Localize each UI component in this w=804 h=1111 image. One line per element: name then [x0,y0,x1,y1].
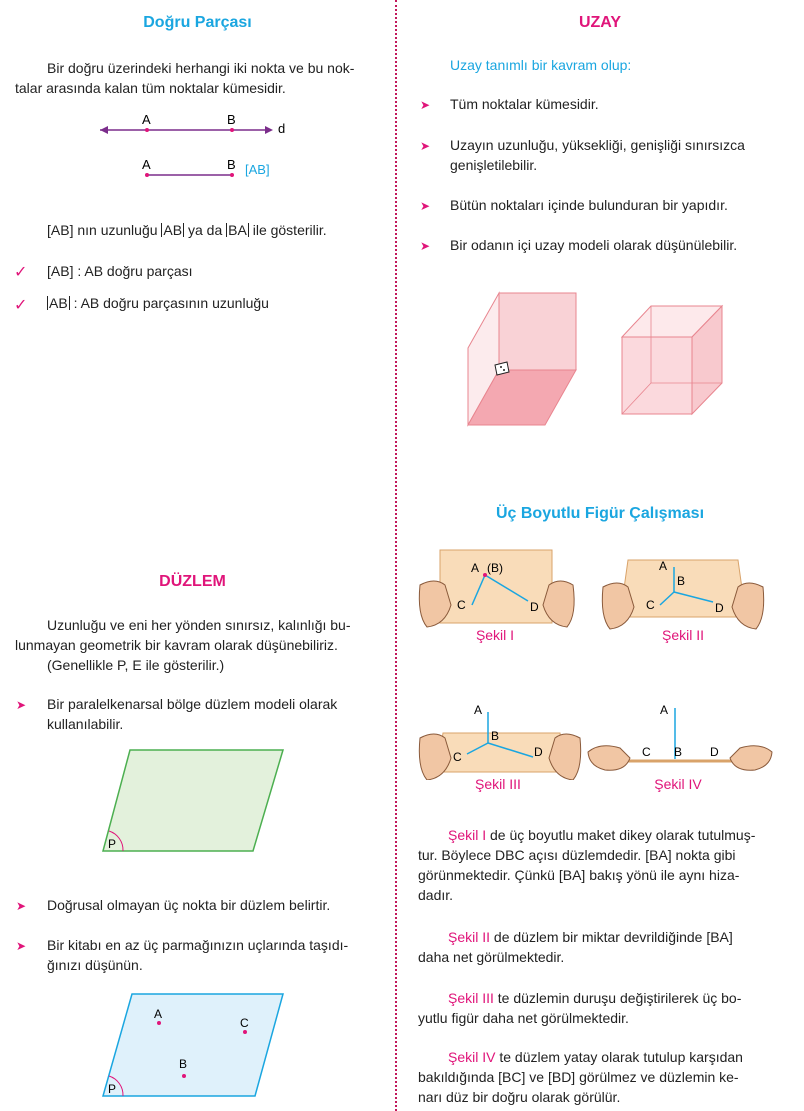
explain-paragraph-2 [418,927,774,967]
point-a [145,128,149,132]
section-title-figur: Üç Boyutlu Figür Çalışması [495,505,705,522]
length-post: ile gösterilir. [248,222,327,238]
seg-point-b [230,173,234,177]
plane-2-label-a: A [154,1007,163,1021]
bullet-arrow-icon: ➤ [16,939,27,953]
fig2-d: D [715,601,724,615]
plane-2-label: P [108,1082,117,1096]
explain-4-line-1: te düzlem yatay olarak tutulup karşıdan [495,1049,743,1065]
seg-point-a [145,173,149,177]
plane-1 [103,750,283,851]
section-title-uzay: UZAY [578,14,622,31]
bullet-arrow-icon: ➤ [420,199,431,213]
fig1-b: (B) [487,561,503,575]
column-divider [395,0,397,1111]
plane-2 [103,994,283,1096]
explain-1-line-1: de üç boyutlu maket dikey olarak tutulmuş- [486,827,756,843]
duzlem-bullet-1-line-2: kullanılabilir. [47,716,124,732]
explain-3-line-2: yutlu figür daha net görülmektedir. [418,1010,629,1026]
explain-1-ref: Şekil I [448,827,487,843]
plane-2-point-b [182,1074,186,1078]
explain-4-line-2: bakıldığında [BC] ve [BD] görülmez ve düzlemin ke- [418,1069,739,1085]
room-cube-illustration [465,290,585,430]
bullet-arrow-icon: ➤ [420,139,431,153]
explain-paragraph-1 [418,825,774,905]
explain-2-line-1: de düzlem bir miktar devrildiğinde [BA] [490,929,733,945]
length-notation [47,220,387,240]
sekil-4-caption: Şekil IV [654,776,702,792]
check-icon: ✓ [14,297,28,314]
bullet-arrow-icon: ➤ [16,698,27,712]
point-b [230,128,234,132]
explain-1-line-4: dadır. [418,887,454,903]
check2-rest: : AB doğru parçasının uzunluğu [69,295,269,311]
check-item-2 [47,293,377,313]
right-hand-icon [732,583,764,629]
duzlem-bullet-3 [47,935,377,975]
fig4-a: A [660,703,669,717]
bullet-arrow-icon: ➤ [420,98,431,112]
fig2-a: A [659,559,668,573]
wire-cube-illustration [618,302,728,417]
left-hand-icon [588,746,630,771]
label-d: d [278,121,286,136]
duzlem-intro-3: (Genellikle P, E ile gösterilir.) [47,657,225,673]
sekil-3-illustration [415,700,585,780]
paper-board [620,560,746,617]
duzlem-intro-1: Uzunluğu ve eni her yönden sınırsız, kalınlığı bu- [47,617,351,633]
plane-2-point-a [157,1021,161,1025]
explain-1-line-2: tur. Böylece DBC açısı düzlemdedir. [BA] nokta gibi [418,847,736,863]
sekil-3-caption: Şekil III [475,776,521,792]
plane-2-label-c: C [240,1016,249,1030]
explain-3-line-1: te düzlemin duruşu değiştirilerek üç bo- [493,990,742,1006]
fig3-a: A [474,703,483,717]
explain-2-line-2: daha net görülmektedir. [418,949,565,965]
arrow-right-icon [265,126,273,134]
check2-bar: AB [49,295,68,311]
fig1-d: D [530,600,539,614]
right-hand-icon [549,734,581,780]
dice-dot [500,366,502,368]
check-icon: ✓ [14,264,28,281]
duzlem-bullet-1 [47,694,377,734]
section-title-dogru-parcasi: Doğru Parçası [143,14,252,31]
uzay-bullet-4: Bir odanın içi uzay modeli olarak düşünülebilir. [450,237,738,253]
duzlem-bullet-2: Doğrusal olmayan üç nokta bir düzlem belirtir. [47,897,331,913]
explain-paragraph-3 [418,988,774,1028]
duzlem-intro [15,615,387,675]
fig4-c: C [642,745,651,759]
fig1-c: C [457,598,466,612]
check-item-1: [AB] : AB doğru parçası [47,263,193,279]
sekil-1-illustration [415,545,580,630]
duzlem-bullet-1-line-1: Bir paralelkenarsal bölge düzlem modeli olarak [47,696,338,712]
sekil-2-caption: Şekil II [661,627,704,643]
duzlem-intro-2: lunmayan geometrik bir kavram olarak düşünebiliriz. [15,637,338,653]
section-title-duzlem: DÜZLEM [159,573,226,590]
label-a: A [142,112,151,127]
uzay-intro: Uzay tanımlı bir kavram olup: [450,57,632,73]
fig1-a: A [471,561,480,575]
intro-line-1: Bir doğru üzerindeki herhangi iki nokta ve bu nok- [47,60,355,76]
length-mid: ya da [184,222,227,238]
left-hand-icon [419,734,451,780]
explain-2-ref: Şekil II [448,929,491,945]
seg-tag: [AB] [245,162,270,177]
fig4-b: B [674,745,683,759]
intro-line-2: talar arasında kalan tüm noktalar kümesidir. [15,80,286,96]
uzay-bullet-3: Bütün noktaları içinde bulunduran bir yapıdır. [450,197,728,213]
uzay-bullet-2 [450,135,780,175]
uzay-bullet-1: Tüm noktalar kümesidir. [450,96,599,112]
label-b: B [227,112,236,127]
right-hand-icon [730,746,772,771]
arrow-left-icon [100,126,108,134]
plane-2-label-b: B [179,1057,188,1071]
length-ab: AB [163,222,183,238]
explain-3-ref: Şekil III [448,990,494,1006]
uzay-bullet-2-line-1: Uzayın uzunluğu, yüksekliği, genişliği sınırsızca [450,137,745,153]
dogru-parcasi-intro [15,58,377,98]
fig2-c: C [646,598,655,612]
fig2-b: B [677,574,686,588]
fig3-c: C [453,750,462,764]
explain-1-line-3: görünmektedir. Çünkü [BA] bakış yönü ile aynı hiza- [418,867,740,883]
fig3-b: B [491,729,500,743]
dice-dot [503,369,505,371]
explain-paragraph-4 [418,1047,774,1107]
fig3-d: D [534,745,543,759]
plane-2-point-c [243,1030,247,1034]
fig4-d: D [710,745,719,759]
seg-label-a: A [142,157,151,172]
bullet-arrow-icon: ➤ [16,899,27,913]
bullet-arrow-icon: ➤ [420,239,431,253]
duzlem-bullet-3-line-1: Bir kitabı en az üç parmağınızın uçlarında taşıdı- [47,937,349,953]
sekil-2-illustration [598,545,768,630]
sekil-1-caption: Şekil I [475,627,515,643]
duzlem-bullet-3-line-2: ğınızı düşünün. [47,957,143,973]
plane-diagram-1 [95,745,295,857]
plane-1-label: P [108,837,117,851]
plane-diagram-2 [95,990,295,1100]
explain-4-line-3: narı düz bir doğru olarak görülür. [418,1089,621,1105]
explain-4-ref: Şekil IV [448,1049,496,1065]
length-pre: [AB] nın uzunluğu [47,222,162,238]
line-segment-diagram [90,110,310,190]
sekil-4-illustration [585,700,775,780]
seg-label-b: B [227,157,236,172]
back-wall [499,293,576,370]
length-ba: BA [228,222,247,238]
uzay-bullet-2-line-2: genişletilebilir. [450,157,538,173]
left-hand-icon [602,583,634,629]
